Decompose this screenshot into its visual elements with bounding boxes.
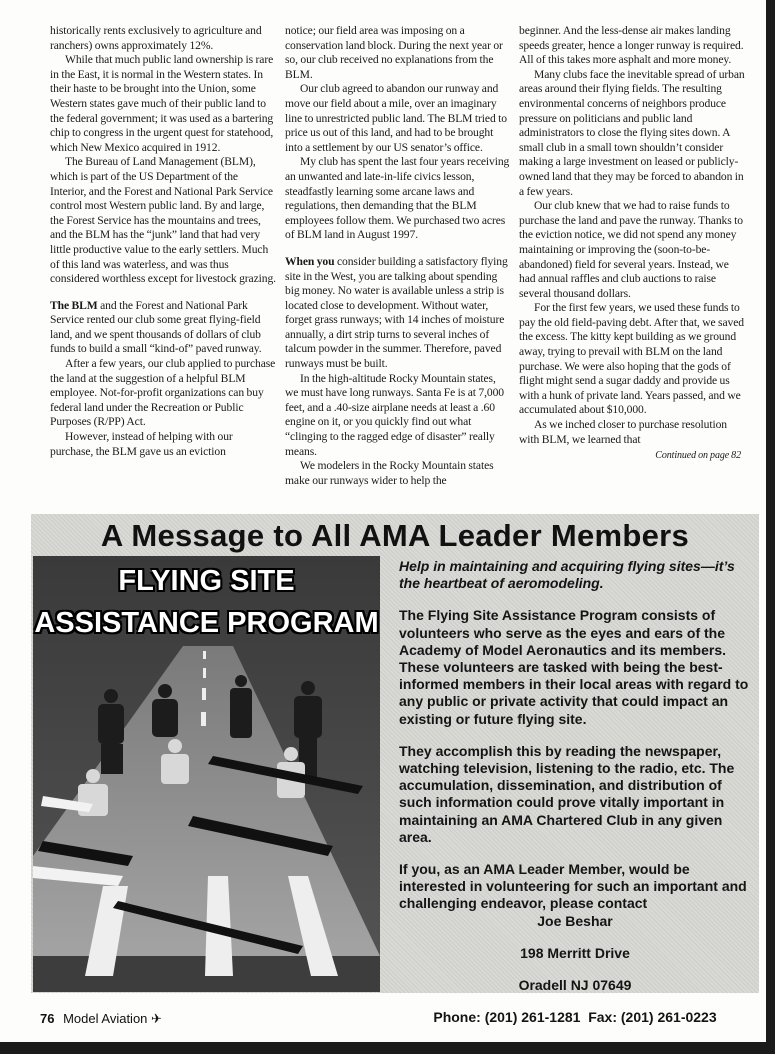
- article-paragraph: [285, 155, 511, 243]
- continued-note: Continued on page 82: [655, 450, 741, 462]
- paragraph-text: Our club knew that we had to raise funds to purchase the land and pave the runway. Thanks to the eviction notice, we did not spend any money maintaining or improving the (soon-to-be-abandoned) field for several years. Instead, we had annual raffles and club auctions to raise several thousand dollars.: [519, 199, 743, 300]
- paragraph-text: historically rents exclusively to agriculture and ranchers) owns approximately 12%.: [50, 24, 262, 52]
- airplane-icon: ✈: [151, 1011, 162, 1026]
- article-paragraph: [50, 430, 276, 459]
- article-paragraph: [50, 24, 276, 53]
- article-paragraph: [519, 301, 745, 418]
- article-column-3: [519, 24, 745, 462]
- article-paragraph: [519, 199, 745, 301]
- article-paragraph: [285, 82, 511, 155]
- article-paragraph: [50, 155, 276, 286]
- article-column-2: [285, 24, 511, 488]
- paragraph-text: For the first few years, we used these funds to pay the old field-paving debt. After that, we saved the excess. The kitty kept building as we ground away, trying to prevail with BLM on the land purchase. We were also hoping that the gods of flight might send a sugar daddy and provide us with a hunk of private land. Years passed, and we accumulated about $10,000.: [519, 301, 744, 417]
- article-paragraph: [519, 418, 745, 447]
- magazine-name: Model Aviation: [63, 1011, 148, 1026]
- contact-name: Joe Beshar: [537, 912, 613, 929]
- contact-street: 198 Merritt Drive: [520, 944, 630, 961]
- paragraph-text: We modelers in the Rocky Mountain states make our runways wider to help the: [285, 459, 494, 487]
- paragraph-text: beginner. And the less-dense air makes landing speeds greater, hence a longer runway is required. All of this takes more asphalt and more money.: [519, 24, 744, 67]
- paragraph-lead-in: The BLM: [50, 298, 98, 312]
- photo-title-line-1: FLYING SITE: [118, 565, 295, 597]
- article-paragraph: [285, 459, 511, 488]
- paragraph-text: notice; our field area was imposing on a conservation land block. During the next year or so, our club received no explanations from the BLM.: [285, 24, 503, 81]
- paragraph-text: Many clubs face the inevitable spread of urban areas around their flying fields. The resulting environmental concerns of neighbors produce pressure on politicians and public land administrators to close the flying sites down. A small club in a small town shouldn’t consider making a large investment on leased or publicly-owned land that they may be forced to abandon in a few years.: [519, 67, 745, 198]
- paragraph-text: Our club agreed to abandon our runway and move our field about a mile, over an imaginary line to unrestricted public land. The BLM tried to price us out of this land, and had to be brought into a settlement by our US senator’s office.: [285, 82, 507, 154]
- paragraph-lead-in: When you: [285, 254, 335, 268]
- contact-city: Oradell NJ 07649: [518, 977, 632, 994]
- paragraph-text: While that much public land ownership is rare in the East, it is normal in the Western states. In their haste to be brought into the Union, some Western states gave much of their public land to the federal government; it was used as a bartering chip to congress in the urgent quest for statehood, which New Mexico acquired in 1912.: [50, 53, 274, 154]
- paragraph-text: As we inched closer to purchase resolution with BLM, we learned that: [519, 418, 727, 446]
- article-paragraph: [50, 357, 276, 430]
- ad-body: [399, 558, 751, 1041]
- ad-lead: Help in maintaining and acquiring flying sites—it’s the heartbeat of aeromodeling.: [399, 558, 735, 592]
- ad-paragraph-3: If you, as an AMA Leader Member, would be interested in volunteering for such an important and challenging endeavor, please contact: [399, 861, 747, 912]
- article-paragraph: [519, 68, 745, 199]
- article-paragraph: [285, 372, 511, 460]
- photo-title-line-2: ASSISTANCE PROGRAM: [34, 607, 379, 639]
- paragraph-text: In the high-altitude Rocky Mountain states, we must have long runways. Santa Fe is at 7,000 feet, and a .40-size airplane needs at least a .60 engine on it, or you quickly find out what “clinging to the ragged edge of disaster” really means.: [285, 371, 504, 458]
- page-number: 76: [40, 1011, 55, 1026]
- article-column-1: [50, 24, 276, 459]
- article-paragraph: [285, 24, 511, 82]
- paragraph-text: and the Forest and National Park Service rented our club some great flying-field land, and we spent thousands of dollars of club funds to build a small “kind-of” paved runway.: [50, 298, 262, 356]
- paragraph-text: consider building a satisfactory flying site in the West, you are talking about spending big money. No water is available unless a strip is located close to development. Without water, forget grass runways; with 14 inches of moisture annually, a dirt strip turns to several inches of talcum powder in the summer. Therefore, paved runways must be built.: [285, 254, 508, 371]
- page-footer: [40, 1011, 162, 1027]
- ad-paragraph-1: The Flying Site Assistance Program consists of volunteers who serve as the eyes and ears of the Academy of Model Aeronautics and its members. These volunteers are tasked with being the best-informed members in their local areas with regard to any public or private activity that could impact an existing or future flying site.: [399, 607, 749, 727]
- paragraph-text: However, instead of helping with our purchase, the BLM gave us an eviction: [50, 430, 233, 458]
- paragraph-text: After a few years, our club applied to purchase the land at the suggestion of a helpful BLM employee. Not-for-profit organizations can buy federal land under the Recreation or Public Purposes (R/PP) Act.: [50, 357, 276, 429]
- contact-phone: Phone: (201) 261-1281 Fax: (201) 261-0223: [433, 1009, 717, 1026]
- ad-photo: [33, 556, 380, 992]
- article-paragraph: [50, 53, 276, 155]
- paragraph-text: My club has spent the last four years receiving an unwanted and late-in-life civics lesson, steadfastly learning some arcane laws and regulations, then demanding that the BLM employees follow them. We purchased two acres of BLM land in August 1997.: [285, 155, 510, 242]
- ad-paragraph-2: They accomplish this by reading the newspaper, watching television, listening to the radio, etc. The accumulation, dissemination, and distribution of such information could prove vitally important in maintaining an AMA Chartered Club in any given area.: [399, 742, 735, 845]
- article-paragraph: [519, 24, 745, 68]
- article-paragraph: [50, 299, 276, 357]
- article-paragraph: [285, 255, 511, 372]
- ad-title: A Message to All AMA Leader Members: [100, 518, 690, 553]
- paragraph-text: The Bureau of Land Management (BLM), which is part of the US Department of the Interior, and the Forest and National Park Service control most Western public land. By and large, the Forest Service has the mountains and trees, and the BLM has the “junk” land that had very little productive value to the early settlers. Much of this land was waterless, and was thus considered worthless except for livestock grazing.: [50, 155, 276, 286]
